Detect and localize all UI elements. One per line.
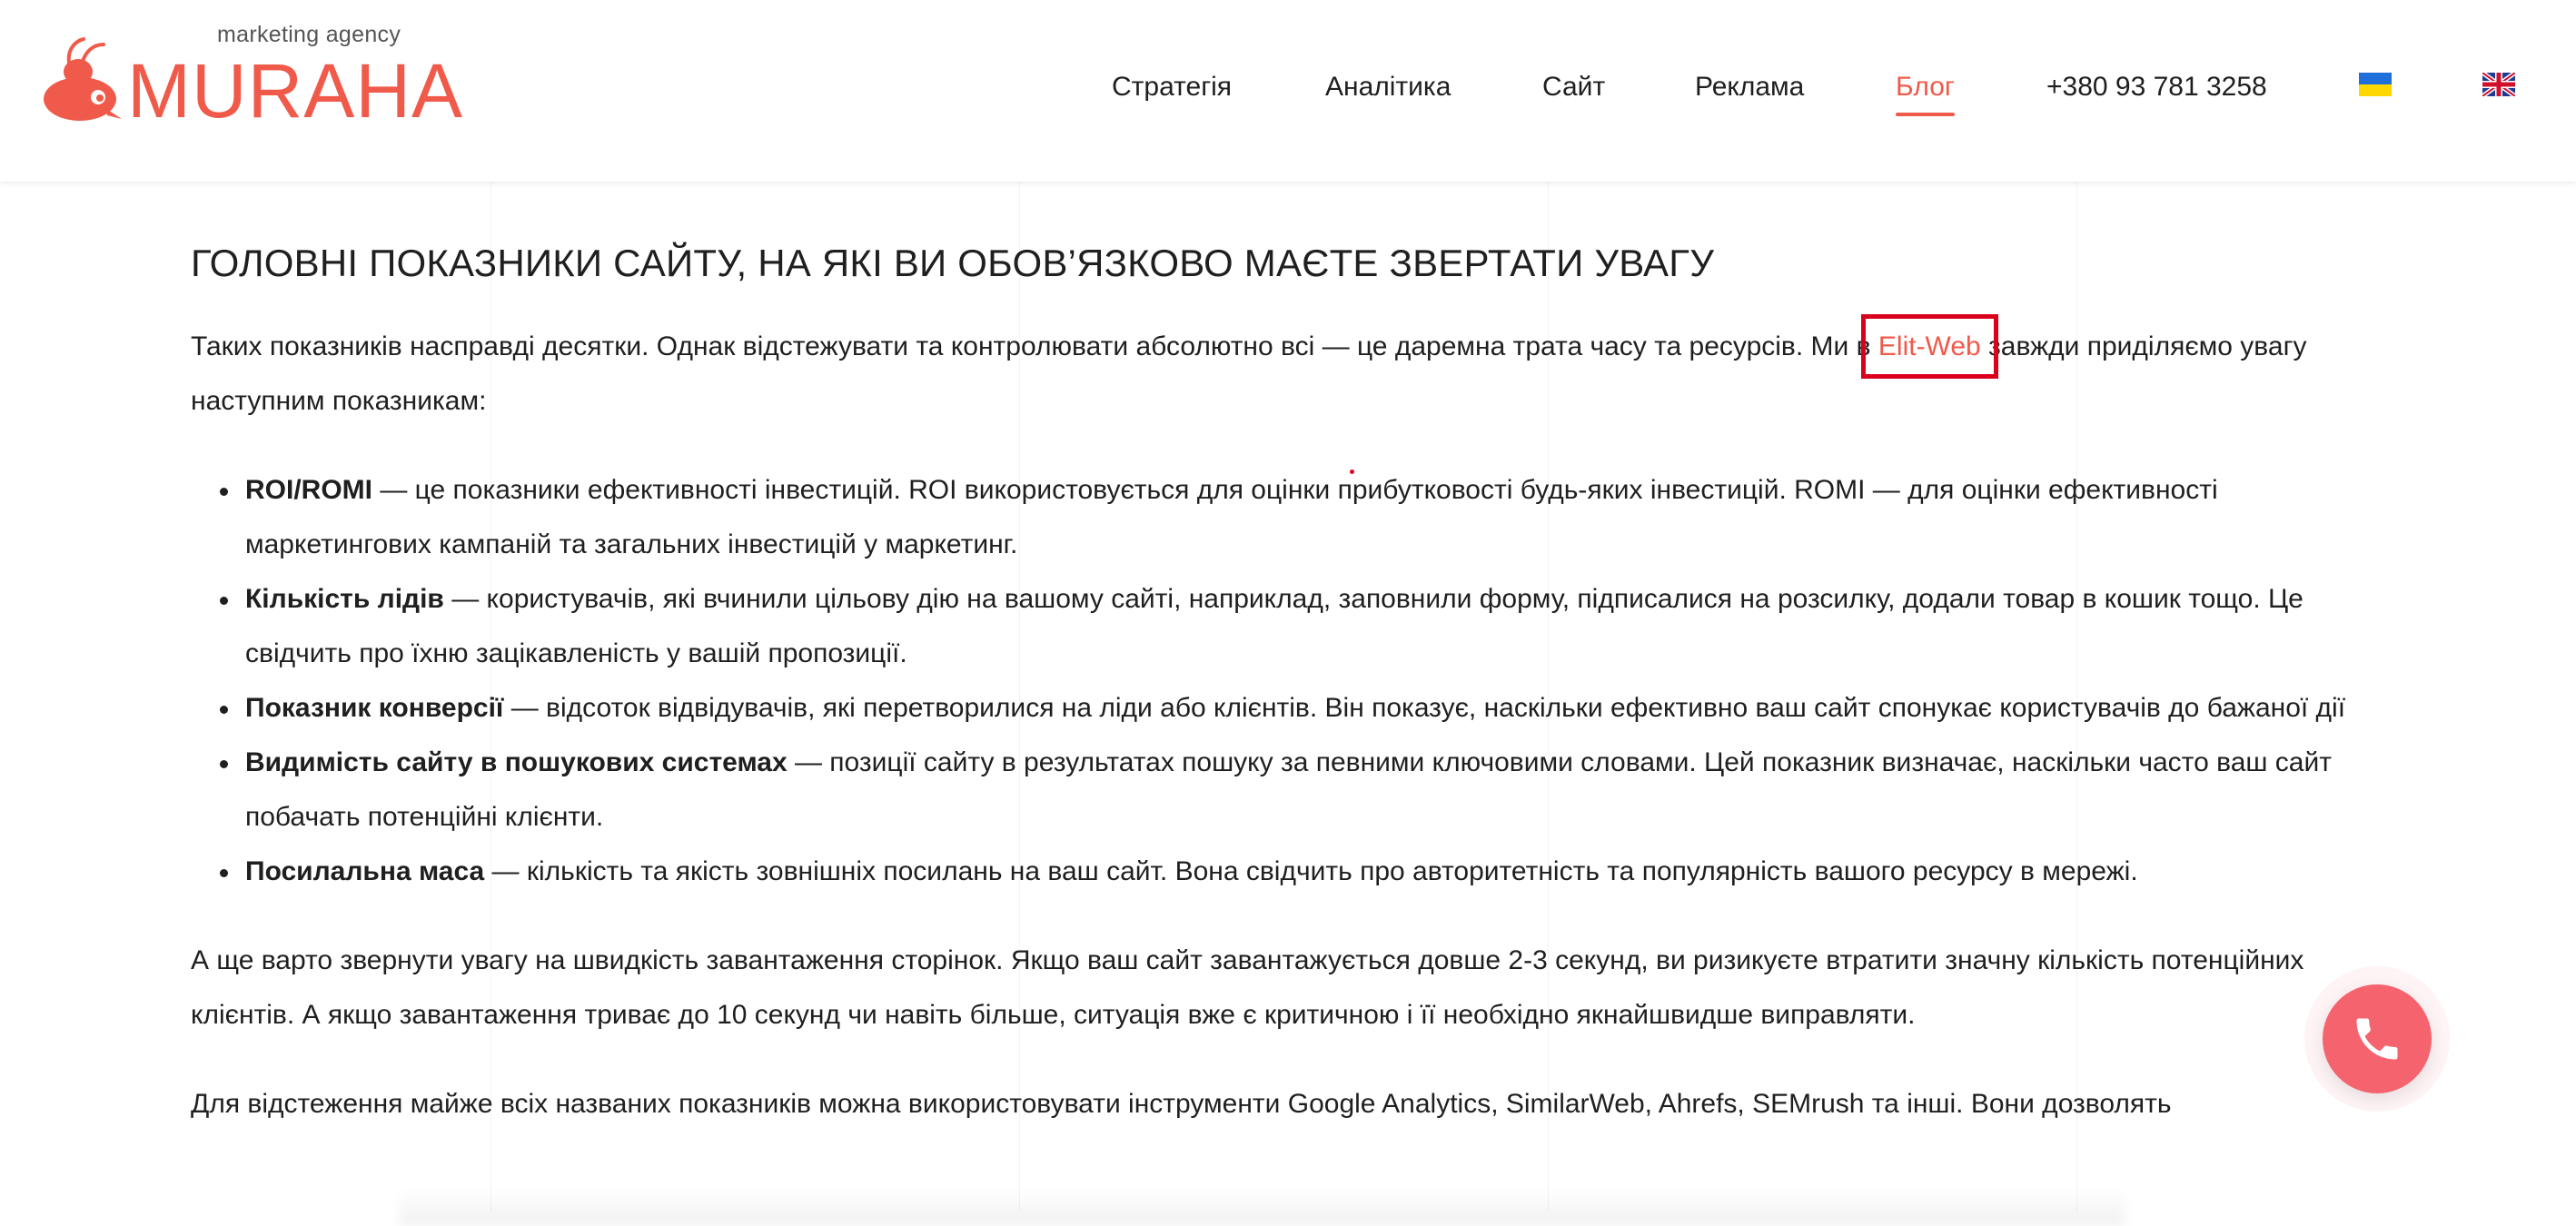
nav-item-label: Стратегія	[1112, 72, 1233, 102]
list-item	[245, 681, 2389, 736]
uk-flag-icon[interactable]	[2482, 73, 2515, 96]
scroll-shadow	[400, 1190, 2125, 1226]
nav-item-blog[interactable]	[1896, 65, 1955, 109]
kpi-description: — користувачів, які вчинили цільову дію на вашому сайті, наприклад, заповнили форму, підписалися на розсилку, додали товар в кошик тощо. Це свідчить про їхню зацікавленість у вашій пропозиції.	[245, 584, 2304, 668]
active-nav-underline	[1896, 113, 1955, 116]
kpi-list	[191, 463, 2389, 899]
list-item	[245, 463, 2389, 572]
phone-icon	[2350, 1012, 2404, 1066]
kpi-description: — відсоток відвідувачів, які перетворилися на ліди або клієнтів. Він показує, наскільки ефективно ваш сайт спонукає користувачів до бажаної дії	[503, 693, 2346, 723]
kpi-term: Кількість лідів	[245, 584, 444, 614]
kpi-term: Посилальна маса	[245, 856, 485, 886]
nav-item-advertising[interactable]	[1695, 65, 1804, 109]
article-body	[191, 231, 2389, 1132]
nav-item-analytics[interactable]	[1325, 65, 1451, 109]
kpi-description: — позиції сайту в результатах пошуку за певними ключовими словами. Цей показник визначає, наскільки часто ваш сайт побачать потенційні клієнти.	[245, 747, 2332, 832]
ant-logo-icon	[42, 35, 124, 122]
logo-link[interactable]	[42, 22, 464, 133]
ukrainian-flag-icon[interactable]	[2359, 73, 2392, 96]
article-heading: ГОЛОВНІ ПОКАЗНИКИ САЙТУ, НА ЯКІ ВИ ОБОВ’ЯЗКОВО МАЄТЕ ЗВЕРТАТИ УВАГУ	[191, 242, 1715, 284]
kpi-term: Видимість сайту в пошукових системах	[245, 747, 788, 777]
kpi-description: — кількість та якість зовнішніх посилань на ваш сайт. Вона свідчить про авторитетність та популярність вашого ресурсу в мережі.	[484, 856, 2138, 886]
elit-web-link[interactable]: Elit-Web	[1878, 331, 1981, 361]
nav-item-label: Реклама	[1695, 72, 1805, 102]
nav-item-label: Блог	[1896, 72, 1955, 102]
logo-wordmark: MURAHA	[127, 48, 464, 133]
list-item	[245, 845, 2389, 899]
call-button[interactable]	[2323, 984, 2432, 1093]
list-item	[245, 572, 2389, 681]
speed-paragraph: А ще варто звернути увагу на швидкість завантаження сторінок. Якщо ваш сайт завантажується довше 2-3 секунд, ви ризикуєте втратити значну кількість потенційних клієнтів. А якщо завантаження триває до 10 секунд чи навіть більше, ситуація вже є критичною і її необхідно якнайшвидше виправляти.	[191, 945, 2304, 1030]
kpi-term: Показник конверсії	[245, 693, 504, 723]
kpi-description: — це показники ефективності інвестицій. ROI використовується для оцінки прибутковості будь-яких інвестицій. ROMI — для оцінки ефективності маркетингових кампаній та загальних інвестицій у маркетинг.	[245, 475, 2218, 559]
logo-tagline: marketing agency	[217, 22, 401, 47]
intro-paragraph	[191, 320, 2389, 429]
list-item	[245, 736, 2389, 845]
intro-text-after: завжди приділяємо увагу наступним показникам:	[191, 331, 2307, 416]
tools-paragraph: Для відстеження майже всіх названих показників можна використовувати інструменти Google Analytics, SimilarWeb, Ahrefs, SEMrush та інші. Вони дозволять	[191, 1089, 2172, 1119]
nav-item-strategy[interactable]	[1112, 65, 1232, 109]
phone-number: +380 93 781 3258	[2046, 72, 2267, 102]
nav-item-label: Сайт	[1542, 72, 1606, 102]
phone-link[interactable]	[2046, 65, 2267, 109]
intro-text-before: Таких показників насправді десятки. Однак відстежувати та контролювати абсолютно всі — це даремна трата часу та ресурсів. Ми в	[191, 331, 1878, 361]
kpi-term: ROI/ROMI	[245, 475, 372, 505]
site-header	[0, 0, 2576, 182]
cursor-marker	[1350, 470, 1354, 474]
nav-item-label: Аналітика	[1325, 72, 1451, 102]
nav-item-site[interactable]	[1542, 65, 1605, 109]
